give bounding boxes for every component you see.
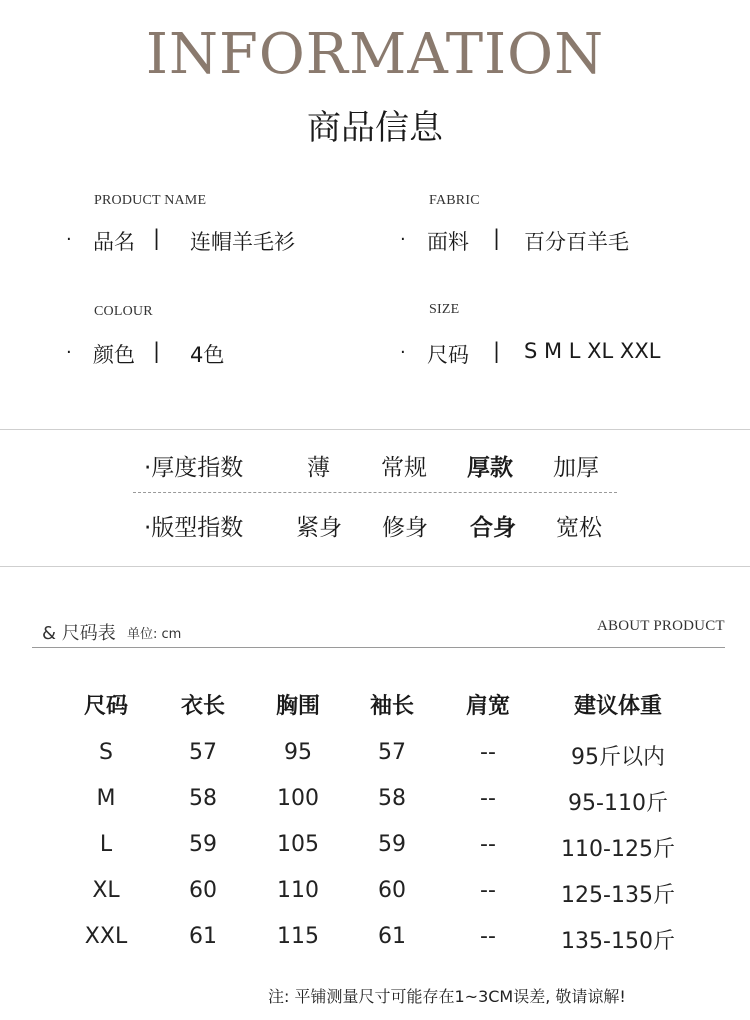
fit-option-regular-selected: 合身 bbox=[470, 515, 516, 541]
table-header-col-length: 衣长 bbox=[180, 694, 225, 719]
thickness-option-thick-selected: 厚款 bbox=[467, 455, 513, 481]
table-cell: 59 bbox=[189, 832, 217, 857]
table-cell: 95斤以内 bbox=[571, 745, 665, 770]
bullet: · bbox=[66, 229, 72, 250]
thickness-option-thin: 薄 bbox=[307, 455, 330, 481]
fit-option-slim: 修身 bbox=[382, 515, 428, 541]
table-cell: 110 bbox=[277, 878, 319, 903]
size-en-label: SIZE bbox=[429, 302, 460, 317]
product-name-row bbox=[66, 226, 72, 250]
table-cell: XL bbox=[92, 878, 120, 903]
size-row bbox=[400, 339, 406, 363]
table-cell: M bbox=[96, 786, 116, 811]
fit-index-label: ·版型指数 bbox=[144, 515, 244, 541]
table-header-col-sleeve: 袖长 bbox=[369, 694, 414, 719]
colour-value: 4色 bbox=[190, 343, 225, 367]
table-header-col-size: 尺码 bbox=[83, 694, 128, 719]
bullet: · bbox=[400, 229, 406, 250]
fabric-value: 百分百羊毛 bbox=[524, 230, 629, 254]
header-subtitle: 商品信息 bbox=[307, 108, 443, 148]
bullet: · bbox=[400, 342, 406, 363]
table-cell: 58 bbox=[189, 786, 217, 811]
colour-row bbox=[66, 339, 72, 363]
table-cell: 57 bbox=[378, 740, 406, 765]
section-divider-top bbox=[0, 429, 750, 430]
table-cell: -- bbox=[480, 740, 496, 765]
table-cell: 57 bbox=[189, 740, 217, 765]
product-name-value: 连帽羊毛衫 bbox=[190, 230, 295, 254]
table-cell: -- bbox=[480, 878, 496, 903]
thickness-option-regular: 常规 bbox=[381, 455, 427, 481]
product-name-en-label: PRODUCT NAME bbox=[94, 193, 207, 208]
colour-separator: | bbox=[153, 339, 161, 363]
header-title: INFORMATION bbox=[145, 22, 605, 87]
size-separator: | bbox=[493, 339, 501, 363]
colour-en-label: COLOUR bbox=[94, 304, 153, 319]
table-cell: 110-125斤 bbox=[561, 837, 675, 862]
table-cell: 60 bbox=[378, 878, 406, 903]
table-cell: 135-150斤 bbox=[561, 929, 675, 954]
table-header-col-chest: 胸围 bbox=[275, 694, 320, 719]
colour-label: 颜色 bbox=[93, 343, 135, 367]
table-cell: L bbox=[99, 832, 113, 857]
size-label: 尺码 bbox=[427, 343, 469, 367]
table-header-col-shoulder: 肩宽 bbox=[465, 694, 510, 719]
table-cell: -- bbox=[480, 924, 496, 949]
table-cell: 95 bbox=[284, 740, 312, 765]
table-cell: 59 bbox=[378, 832, 406, 857]
fit-option-loose: 宽松 bbox=[556, 515, 602, 541]
table-cell: 61 bbox=[378, 924, 406, 949]
table-cell: 95-110斤 bbox=[568, 791, 668, 816]
table-cell: S bbox=[99, 740, 113, 765]
table-cell: XXL bbox=[84, 924, 128, 949]
size-value: S M L XL XXL bbox=[524, 339, 661, 363]
fabric-separator: | bbox=[493, 226, 501, 250]
product-name-separator: | bbox=[153, 226, 161, 250]
product-name-label: 品名 bbox=[93, 230, 135, 254]
about-product-label: ABOUT PRODUCT bbox=[597, 618, 725, 634]
section-divider-bottom bbox=[0, 566, 750, 567]
fabric-en-label: FABRIC bbox=[429, 193, 480, 208]
table-cell: -- bbox=[480, 786, 496, 811]
index-dashed-divider bbox=[133, 492, 617, 493]
size-chart-title: & 尺码表 bbox=[42, 623, 116, 644]
size-chart-rule bbox=[32, 647, 725, 648]
table-cell: 125-135斤 bbox=[561, 883, 675, 908]
size-chart-unit: 单位: cm bbox=[127, 627, 182, 642]
table-cell: 61 bbox=[189, 924, 217, 949]
table-cell: 60 bbox=[189, 878, 217, 903]
fabric-row bbox=[400, 226, 406, 250]
table-header-col-weight: 建议体重 bbox=[573, 694, 662, 719]
thickness-index-label: ·厚度指数 bbox=[144, 455, 244, 481]
thickness-option-extra-thick: 加厚 bbox=[553, 455, 599, 481]
fit-option-tight: 紧身 bbox=[296, 515, 342, 541]
measurement-note: 注: 平铺测量尺寸可能存在1~3CM误差, 敬请谅解! bbox=[268, 987, 626, 1006]
fabric-label: 面料 bbox=[427, 230, 469, 254]
table-cell: 115 bbox=[277, 924, 319, 949]
bullet: · bbox=[66, 342, 72, 363]
table-cell: 105 bbox=[277, 832, 319, 857]
table-cell: 100 bbox=[277, 786, 319, 811]
table-cell: 58 bbox=[378, 786, 406, 811]
table-cell: -- bbox=[480, 832, 496, 857]
